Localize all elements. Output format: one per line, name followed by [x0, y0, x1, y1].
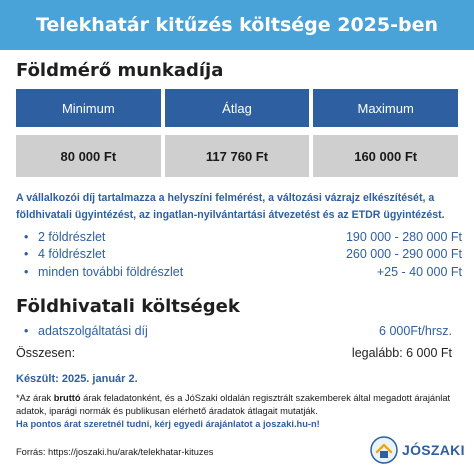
footnote-rest: árak feladatonként, és a JóSzaki oldalán regisztrált szakemberek által megadott árajánlat adatok, iparági normák és publikusan elérhető áradatok átlagait mutatják. — [16, 393, 451, 416]
total-label: Összesen: — [16, 346, 76, 360]
parcel-label: • minden további földrészlet — [24, 265, 183, 279]
price-table — [16, 89, 458, 179]
footnote-bold: bruttó — [53, 393, 81, 403]
total-row — [16, 346, 452, 360]
parcel-label: • 2 földrészlet — [24, 230, 105, 244]
total-value: legalább: 6 000 Ft — [351, 346, 452, 360]
price-column-header: Minimum — [16, 89, 161, 127]
price-column-average — [165, 89, 310, 179]
price-column-header: Maximum — [313, 89, 458, 127]
created-date: Készült: 2025. január 2. — [16, 373, 138, 385]
fee-label: • adatszolgáltatási díj — [24, 324, 148, 338]
surveyor-note: A vállalkozói díj tartalmazza a helyszíni felmérést, a változási vázrajz elkészítését, a földhivatali ügyintézést, az ingatlan-nyilvántartási átvezetést és az ETDR ügyintézést. — [16, 192, 445, 221]
parcel-price: 260 000 - 290 000 Ft — [345, 247, 462, 262]
joszaki-logo[interactable] — [370, 436, 465, 464]
price-column-header: Átlag — [165, 89, 310, 127]
parcel-price: +25 - 40 000 Ft — [376, 264, 462, 279]
parcel-label: • 4 földrészlet — [24, 247, 105, 261]
contact-note: Ha pontos árat szeretnél tudni, kérj egyedi árajánlatot a joszaki.hu-n! — [16, 419, 320, 429]
price-column-minimum — [16, 89, 161, 179]
footnote — [16, 392, 462, 418]
logo-mark-icon — [370, 436, 398, 464]
price-column-value: 160 000 Ft — [313, 135, 458, 177]
price-column-maximum — [313, 89, 458, 179]
office-section-title: Földhivatali költségek — [16, 296, 240, 317]
source-link[interactable]: Forrás: https://joszaki.hu/arak/telekhatar-kituzes — [16, 447, 214, 457]
parcel-price-list — [24, 228, 462, 281]
office-fee-row — [24, 324, 452, 338]
header-banner — [0, 0, 474, 50]
page-title: Telekhatár kitűzés költsége 2025-ben — [35, 14, 439, 36]
list-item — [24, 228, 462, 246]
price-column-value: 117 760 Ft — [165, 135, 310, 177]
price-column-value: 80 000 Ft — [16, 135, 161, 177]
parcel-price: 190 000 - 280 000 Ft — [345, 229, 462, 244]
logo-text: JÓSZAKI — [402, 442, 465, 458]
footnote-prefix: *Az árak — [16, 393, 54, 403]
list-item — [24, 246, 462, 264]
surveyor-section-title: Földmérő munkadíja — [16, 60, 224, 81]
fee-value: 6 000Ft/hrsz. — [379, 324, 452, 338]
list-item — [24, 263, 462, 281]
